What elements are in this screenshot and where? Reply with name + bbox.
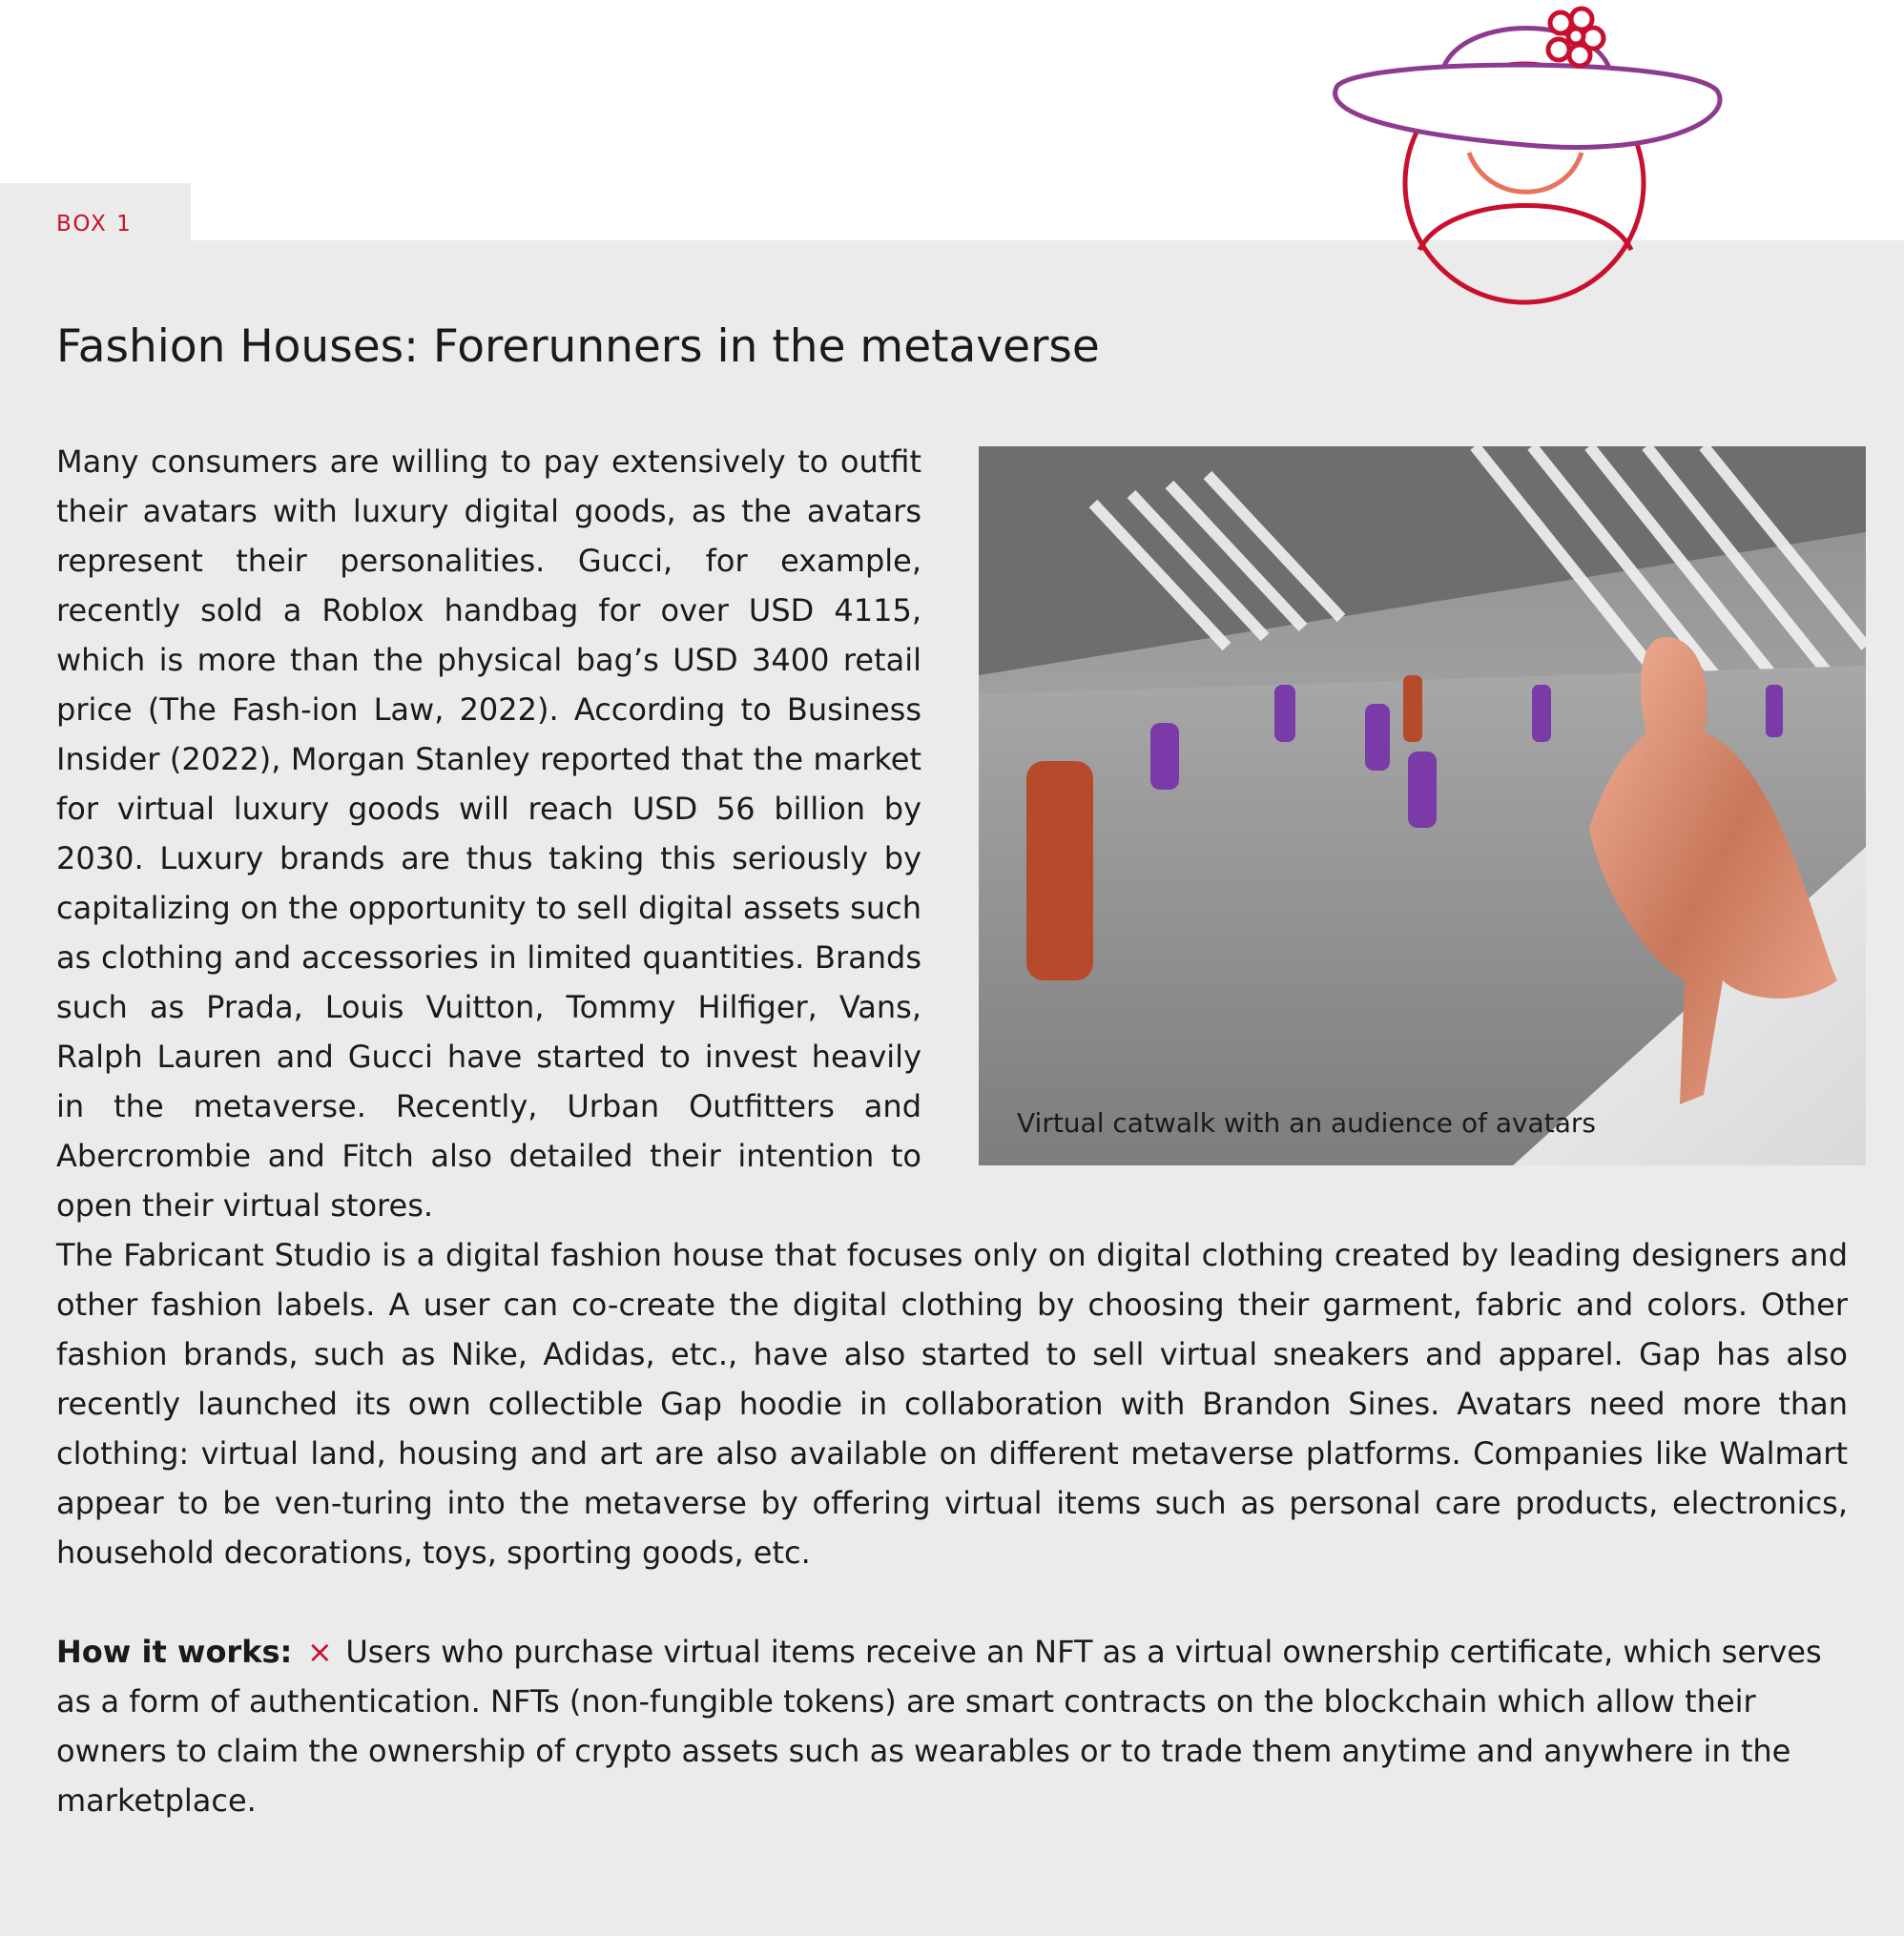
- how-it-works-paragraph: [56, 1627, 1840, 1825]
- how-it-works-text: Users who purchase virtual items receive an NFT as a virtual ownership certificate, which serves as a form of authentication. NFTs (non-fungible tokens) are smart contracts on the blockchain which allow their owners to claim the ownership of crypto assets such as wearables or to trade them anytime and anywhere in the marketplace.: [56, 1634, 1822, 1819]
- how-it-works-label: How it works:: [56, 1634, 293, 1670]
- catwalk-illustration: [979, 446, 1866, 1165]
- cross-icon: ×: [306, 1634, 333, 1670]
- intro-paragraph: Many consumers are willing to pay extensively to outfit their avatars with luxury digital goods, as the avatars represent their personalities. Gucci, for example, recently sold a Roblox handbag for over USD 4115, which is more than the physical bag’s USD 3400 retail price (The Fash-ion Law, 2022). According to Business Insider (2022), Morgan Stanley reported that the market for virtual luxury goods will reach USD 56 billion by 2030. Luxury brands are thus taking this seriously by capitalizing on the opportunity to sell digital assets such as clothing and accessories in limited quantities. Brands such as Prada, Louis Vuitton, Tommy Hilfiger, Vans, Ralph Lauren and Gucci have started to invest heavily in the metaverse. Recently, Urban Outfitters and Abercrombie and Fitch also detailed their intention to open their virtual stores.: [56, 443, 921, 1224]
- second-paragraph: The Fabricant Studio is a digital fashion house that focuses only on digital clothing created by leading designers and other fashion labels. A user can co-create the digital clothing by choosing their garment, fabric and colors. Other fashion brands, such as Nike, Adidas, etc., have also started to sell virtual sneakers and apparel. Gap has also recently launched its own collectible Gap hoodie in collaboration with Brandon Sines. Avatars need more than clothing: virtual land, housing and art are also available on different metaverse platforms. Companies like Walmart appear to be ven-turing into the metaverse by offering virtual items such as personal care products, electronics, household decorations, toys, sporting goods, etc.: [56, 1237, 1848, 1571]
- figure-caption: Virtual catwalk with an audience of avatars: [1017, 1107, 1596, 1139]
- avatar-hat-icon: [1326, 0, 1727, 315]
- catwalk-image: [979, 446, 1866, 1165]
- box-label: BOX 1: [56, 212, 133, 237]
- box-title: Fashion Houses: Forerunners in the metaverse: [56, 320, 1100, 373]
